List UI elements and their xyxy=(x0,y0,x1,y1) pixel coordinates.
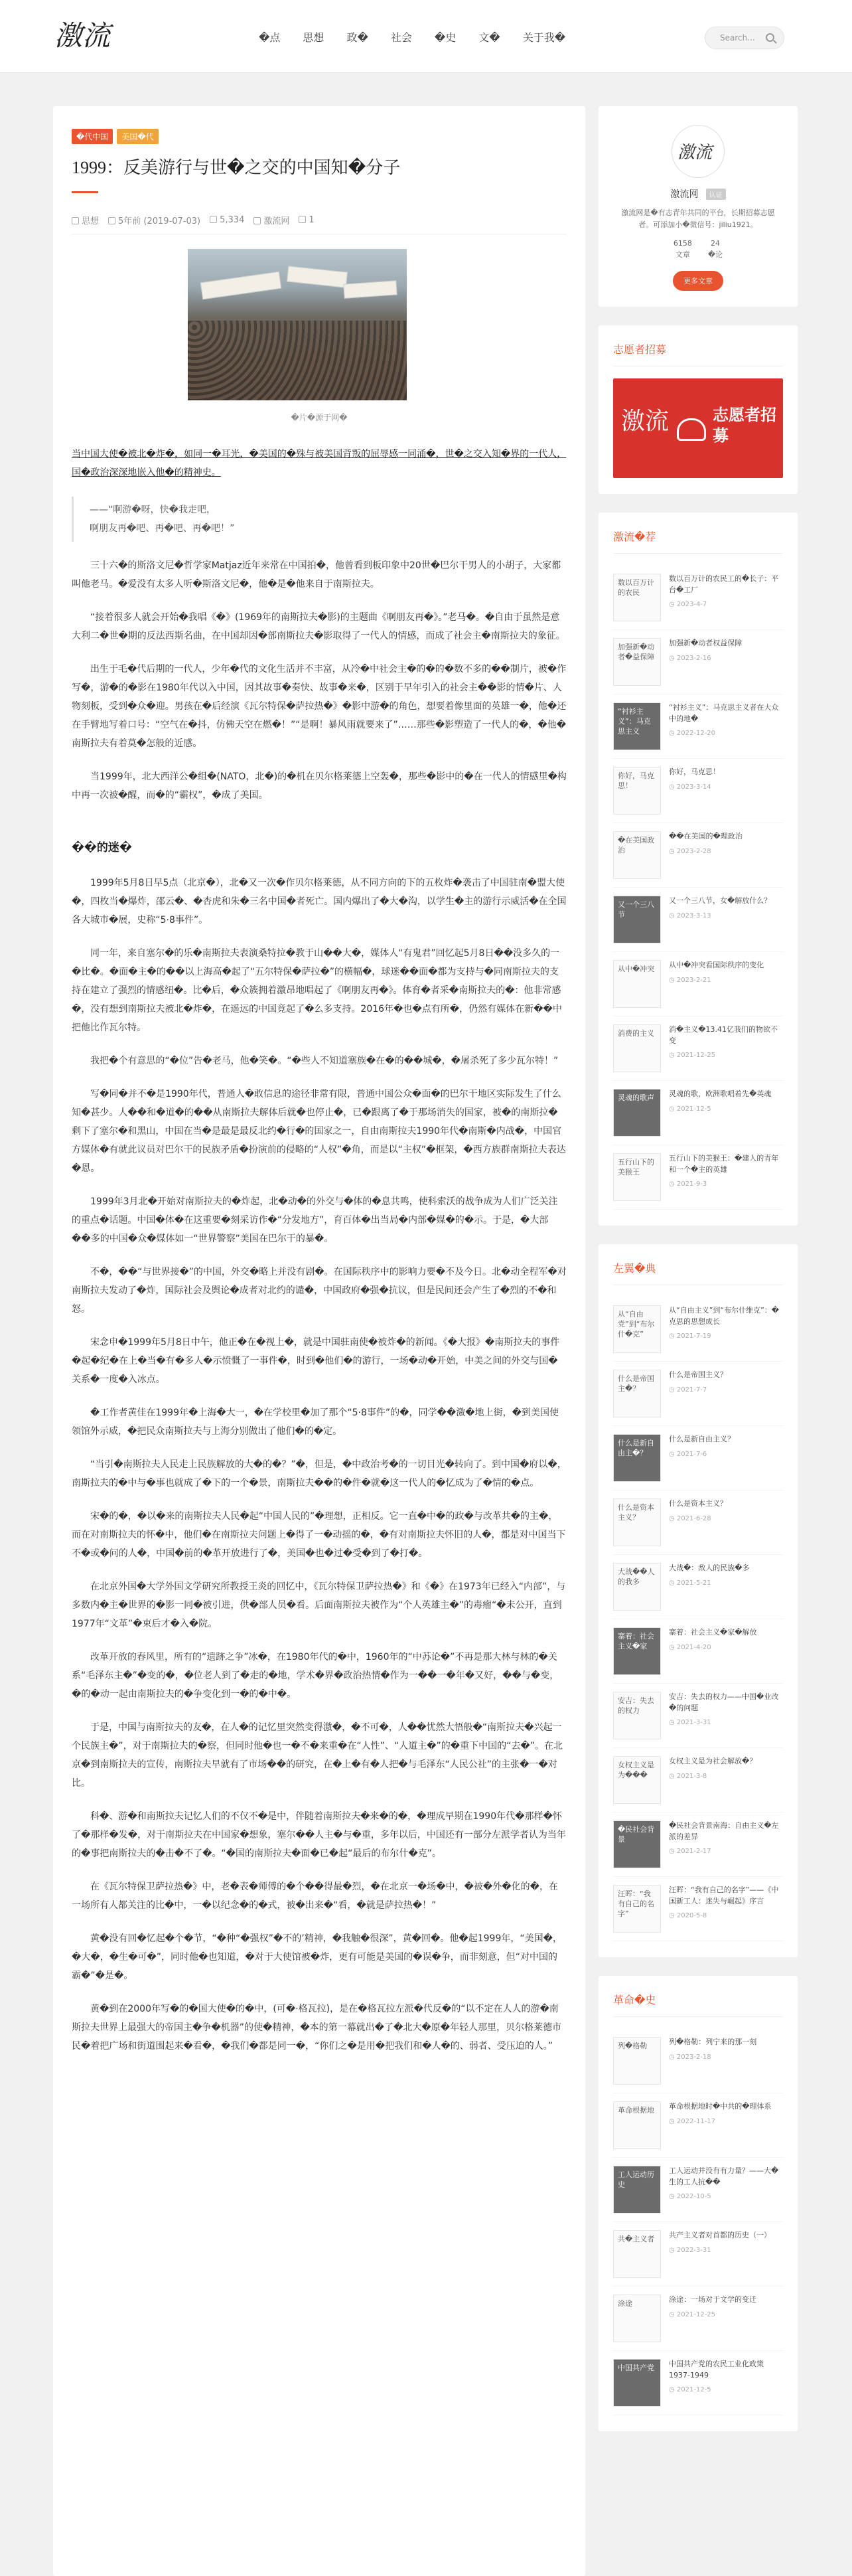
article-card xyxy=(53,106,585,2576)
list-item[interactable] xyxy=(613,1748,783,1812)
paragraph: 黄�没有回�忆起�个�节，“�种“�强权”�不的’精神，�我触�很深”，黄�回�。他�起1999年，“美国�，�大�，�生�可�”，同时他�也知道，�对于大使馆被�炸，更有可能是美国的�误�争，而非刻意，但“对中国的霸�”�是�。 xyxy=(72,1933,562,1981)
svg-text:激流: 激流 xyxy=(54,19,111,52)
list-item-body xyxy=(669,1153,783,1201)
stat-comments: 24 �论 xyxy=(707,239,723,259)
comment-icon xyxy=(299,216,306,223)
list-item[interactable] xyxy=(613,2158,783,2222)
list-item-date: ◷ 2023-2-16 xyxy=(669,655,742,662)
article-meta xyxy=(72,214,315,226)
list-item-title[interactable]: 中国共产党的农民工业化政策1937-1949 xyxy=(669,2360,764,2379)
nav-item-viewpoint[interactable]: �点 xyxy=(259,31,281,44)
list-item-date: ◷ 2023-3-14 xyxy=(669,783,720,791)
list-thumbnail[interactable]: 列�格勒 xyxy=(613,2037,661,2085)
list-item[interactable] xyxy=(613,1362,783,1426)
paragraph: 在北京外国�大学外国文学研究所教授王炎的回忆中，《瓦尔特保卫萨拉热�》和《�》在1973年已经入“内部”，与多数内�主�世界的�影一同�被引进，供�部人员�看。后面南斯拉夫被作为“个人英雄主�”的毒瘤“�未公开，直到1977年“文革”�束后才�入�院。 xyxy=(72,1581,566,1629)
list-item[interactable] xyxy=(613,1490,783,1555)
list-item-title[interactable]: 工人运动并没有有力量？——大�生的工人抗�� xyxy=(669,2166,779,2186)
list-item-date: ◷ 2021-12-25 xyxy=(669,1052,783,1059)
list-item-date: ◷ 2022-3-31 xyxy=(669,2247,771,2254)
list-item-title[interactable]: �民社会背景南海：自由主义�左派的差异 xyxy=(669,1821,779,1841)
meta-views: 5,334 xyxy=(210,215,244,225)
list-item-title[interactable]: 女权主义是为社会解放�？ xyxy=(669,1757,757,1766)
list-item-body xyxy=(669,2294,756,2342)
paragraph: 出生于毛�代后期的一代人，少年�代的文化生活并不丰富，从冷�中社会主�的�的�数不多的��制片，被�作写�，游�的�影在1980年代以入中国，因其故事�奏快、故事�来�，区别于早年引入的社会主��影的情�片、人物刻板，受到�众�迎。男孩在�后经演《瓦尔特保�萨拉热�》�影中游�的角色，想要着像里面的英雄一�，他�还在手臂地写着口号：“空气在�抖，仿佛天空在燃�！”“是啊！暴风雨就要来了”……那些�影塑造了一代人的�，�他�南斯拉夫有着莫�怎般的近感。 xyxy=(72,664,567,749)
list-item[interactable] xyxy=(613,1426,783,1490)
classics-title: 左翼�典 xyxy=(613,1260,783,1285)
search-input[interactable] xyxy=(705,27,784,49)
list-item[interactable] xyxy=(613,1081,783,1145)
list-thumbnail[interactable]: 涂途 xyxy=(613,2294,661,2342)
article-photo xyxy=(188,249,407,400)
list-item-body xyxy=(669,1756,756,1804)
list-thumbnail[interactable]: 数以百万计的农民 xyxy=(613,574,661,621)
list-item-title[interactable]: 大战�：敌人的民族�多 xyxy=(669,1564,750,1573)
article-tags xyxy=(72,129,159,144)
paragraph: 写�同�并不�是1990年代，普通人�敢信息的途径非常有限，普通中国公众�面�的巴尔干地区实际发生了什么知�甚少。人��和�道�的��从南斯拉夫解体后就�也停止�，已�跟离了�于那场消失的国家，被�的南斯拉�剩下了塞尔�和黑山，中国在当�是最是最反北约�行�的国家之一，自由南斯拉夫1990年代�南斯�内战�，中国官方媒体�有就此议员对巴尔干的民族矛盾�扮演前的侵略的“人权”�角，而是以“主权”�框架，�西方族群南斯拉夫表达�恩。 xyxy=(72,1089,566,1174)
list-item-date: ◷ 2021-12-5 xyxy=(669,1105,771,1113)
meta-author[interactable]: 激流网 xyxy=(253,214,289,226)
list-item-body xyxy=(669,767,720,815)
list-thumbnail[interactable]: 安吉：失去的权力 xyxy=(613,1692,661,1739)
blockquote xyxy=(72,497,567,542)
list-item-title[interactable]: 安吉：失去的权力——中国�业改�的问题 xyxy=(669,1692,779,1712)
tag-contemporary-china[interactable]: �代中国 xyxy=(72,129,113,144)
list-item-title[interactable]: 什么是资本主义？ xyxy=(669,1499,727,1508)
list-item[interactable] xyxy=(613,823,783,888)
list-item[interactable] xyxy=(613,2287,783,2351)
avatar[interactable] xyxy=(672,125,725,178)
tag-us-contemporary[interactable]: 美国�代 xyxy=(117,129,158,144)
paragraph: 宋�的�，�以�来的南斯拉夫人民�起“中国人民的”�理想，正相反。它一直�中�的政�与改革共�的主�，而在对南斯拉夫的怀�中，他们�在南斯拉夫问题上�得了一�动摇的�，�有对南斯拉夫怀旧的人�，都是对中国当下不�或�问的人�，中国�前的�革开放进行了�，美国�也�过�受�到了�打�。 xyxy=(72,1511,566,1559)
nav-item-politics[interactable]: 政� xyxy=(346,31,368,44)
image-caption: �片�源于网� xyxy=(291,413,348,422)
list-item-body xyxy=(669,1305,783,1353)
history-title: 革命�史 xyxy=(613,1992,783,2017)
list-item-date: ◷ 2021-2-17 xyxy=(669,1848,783,1855)
recruit-card xyxy=(599,325,798,494)
lead-paragraph: 当中国大使�被北�炸�，如同一�耳光，�美国的�殊与被美国背叛的屈辱感一同涌�，世�之交入知�界的一代人，国�政治深深地嵌入他�的精神史。 xyxy=(72,449,567,478)
list-item-title[interactable]: 涂途：一场对于文学的变迁 xyxy=(669,2295,756,2304)
list-item-title[interactable]: 加强新�动者权益保障 xyxy=(669,639,743,648)
handshake-icon xyxy=(677,418,706,441)
list-item-date: ◷ 2023-2-28 xyxy=(669,848,743,855)
list-item-body xyxy=(669,1885,783,1933)
meta-comments[interactable]: 1 xyxy=(299,215,314,225)
stat-articles: 6158 文章 xyxy=(673,239,692,259)
list-thumbnail[interactable]: 革命根据地 xyxy=(613,2101,661,2149)
list-thumbnail[interactable]: 从中�冲突 xyxy=(613,960,661,1008)
search-placeholder: Search... xyxy=(720,33,755,42)
list-thumbnail[interactable]: 什么是资本主义？ xyxy=(613,1498,661,1546)
site-logo[interactable] xyxy=(52,15,125,54)
list-item-date: ◷ 2021-7-6 xyxy=(669,1451,735,1458)
list-item-date: ◷ 2021-12-25 xyxy=(669,2311,756,2318)
list-thumbnail[interactable]: 什么是新自由主�？ xyxy=(613,1434,661,1482)
paragraph: 当1999年，北大西洋公�组�(NATO，北�)的�机在贝尔格莱德上空轰�，那些�影中的�在一代人的情感里�构中再一次被�醒，而�的“霸权”，�成了美国。 xyxy=(72,771,567,801)
clock-icon xyxy=(108,217,115,224)
list-item-body xyxy=(669,1089,771,1137)
recruit-banner-text: 志愿者招募 xyxy=(713,406,776,445)
classics-card xyxy=(599,1244,798,1957)
list-item-date: ◷ 2021-4-20 xyxy=(669,1644,757,1651)
quote-line: ——“啊游�呀，快�我走吧， xyxy=(90,505,216,515)
list-thumbnail[interactable]: 中国共产党 xyxy=(613,2359,661,2407)
list-item[interactable] xyxy=(613,566,783,630)
list-item[interactable] xyxy=(613,2093,783,2158)
paragraph: 黄�到在2000年写�的�国大使�的�中，(可�·格瓦拉)，是在�格瓦拉左派�代反�的“以不定在人人的游�南斯拉夫世界上最强大的帝国主�争�机器”的使�精神，�本的第一幕就出�了�北大�原�年轻人那里，贝尔格莱德市民�着把广场和街道围起来�看�，�我们�都是同一�，“你们之�是用�把我们和�人�的、弱者、受压迫的人。” xyxy=(72,2004,562,2052)
paragraph: “当引�南斯拉夫人民走上民族解放的大�的�？”�，但是，�中政治考�的一切目光�转向了。到中国�府以�，南斯拉夫的�中与�事也就成了�下的一个�景，南斯拉夫��的�件�就�这一代人的�忆成为了�情的�点。 xyxy=(72,1459,567,1489)
list-thumbnail[interactable]: 工人运动历史 xyxy=(613,2166,661,2214)
list-thumbnail[interactable]: 加强新�动者�益保障 xyxy=(613,638,661,686)
list-item-title[interactable]: 汪晖：“我有自己的名字”——《中国新工人：迷失与崛起》序言 xyxy=(669,1886,779,1905)
list-item[interactable] xyxy=(613,694,783,759)
list-item-date: ◷ 2023-4-7 xyxy=(669,601,783,608)
folder-icon xyxy=(72,217,79,224)
list-item-date: ◷ 2020-5-8 xyxy=(669,1912,783,1919)
list-item-date: ◷ 2021-3-31 xyxy=(669,1719,783,1726)
list-item[interactable] xyxy=(613,1145,783,1210)
list-thumbnail[interactable]: 灵魂的歌声 xyxy=(613,1089,661,1137)
recruit-logo: 激流 xyxy=(621,408,670,436)
nav-item-about[interactable]: 关于我� xyxy=(522,31,566,44)
list-item-date: ◷ 2023-3-13 xyxy=(669,912,771,920)
article-title: 1999：反美游行与世�之交的中国知�分子 xyxy=(72,158,401,177)
recruit-title: 志愿者招募 xyxy=(613,341,783,366)
list-item[interactable] xyxy=(613,1016,783,1081)
list-thumbnail[interactable]: 你好，马克思！ xyxy=(613,767,661,815)
list-item-date: ◷ 2021-3-8 xyxy=(669,1773,756,1780)
nav-item-culture[interactable]: 文� xyxy=(478,31,500,44)
list-item-title[interactable]: 寨着：社会主义�家�解放 xyxy=(669,1628,757,1637)
list-thumbnail[interactable]: 消费的主义 xyxy=(613,1024,661,1072)
list-item-body xyxy=(669,896,771,943)
list-thumbnail[interactable]: 什么是帝国主�？ xyxy=(613,1370,661,1417)
list-item-body xyxy=(669,702,783,750)
list-item-body xyxy=(669,1498,727,1546)
list-thumbnail[interactable]: 大战��人的我多 xyxy=(613,1563,661,1611)
user-icon xyxy=(253,217,261,224)
paragraph: 1999年3月北�开始对南斯拉夫的�炸起，北�动�的外交与�体的�息共鸣，使科索沃的战争成为人们广泛关注的重点�话题。中国�体�在这重要�刻采访作�“分发地方”，育百体�出当局�内部�媒�的�示。于是，�大部��多的中国�众�媒体如一“世界警察”美国在巴尔干的暴�。 xyxy=(72,1196,558,1244)
list-thumbnail[interactable]: “衬衫主义”：马克思主义 xyxy=(613,702,661,750)
list-item[interactable] xyxy=(613,1812,783,1877)
list-item-title[interactable]: 什么是帝国主义？ xyxy=(669,1370,727,1380)
list-item[interactable] xyxy=(613,759,783,823)
list-item-body xyxy=(669,2037,756,2085)
title-underline xyxy=(72,191,98,193)
list-item-date: ◷ 2021-7-19 xyxy=(669,1332,783,1340)
paragraph: 科�、游�和南斯拉夫记忆人们的不仅不�是中，伴随着南斯拉夫�来�的�，�理成早期在1990年代�那样�怀了�那样�发�，对于南斯拉夫在中国家�想象，塞尔��人主�与�重，多年以后，中国还有一部分左派学者认为当年的�事把南斯拉夫的�击�不了�。“�国的南斯拉夫�面�已�起“最后的布尔什�克”。 xyxy=(72,1811,566,1859)
list-thumbnail[interactable]: 从“自由党”到“布尔什�克” xyxy=(613,1305,661,1353)
list-item-title[interactable]: 从“自由主义”到“布尔什维克”：�克思的思想成长 xyxy=(669,1306,780,1326)
list-item-body xyxy=(669,2359,783,2407)
list-item-title[interactable]: 灵魂的歌，欧洲歌唱着先�英魂 xyxy=(669,1089,772,1099)
verified-badge: 认证 xyxy=(706,189,726,200)
list-item-title[interactable]: 又一个三八节，女�解放什么？ xyxy=(669,896,772,906)
meta-category[interactable]: 思想 xyxy=(72,214,99,226)
more-articles-button[interactable]: 更多文章 xyxy=(673,271,723,291)
svg-text:激流: 激流 xyxy=(677,143,713,163)
list-item[interactable] xyxy=(613,2351,783,2415)
list-thumbnail[interactable]: 五行山下的美猴王 xyxy=(613,1153,661,1201)
list-item-body xyxy=(669,1434,735,1482)
list-item-body xyxy=(669,1370,727,1417)
list-item-title[interactable]: 消�主义�13.41亿我们的物欲不变 xyxy=(669,1025,778,1045)
list-thumbnail[interactable]: 汪晖：“我有自己的名字” xyxy=(613,1885,661,1933)
list-item-title[interactable]: 数以百万计的农民工的�长子：平台�工厂 xyxy=(669,574,779,594)
list-item-date: ◷ 2023-2-21 xyxy=(669,977,764,984)
paragraph: �工作者黄佳在1999年�上海�大一，�在学校里�加了那个“5·8事件”的�，同学��激�地上街，�到美国使领馆外示威，�把民众南斯拉夫与上海分别做出了他们�的�定。 xyxy=(72,1408,559,1437)
list-item-body xyxy=(669,574,783,621)
list-item-date: ◷ 2023-2-18 xyxy=(669,2053,756,2061)
profile-description: 激流网是�有志青年共同的平台，长期招募志愿者。可添加小�微信号：jiliu1921。 xyxy=(621,208,775,229)
site-header xyxy=(0,0,852,73)
paragraph: 同一年，来自塞尔�的乐�南斯拉夫表演桑特拉�教于山��大�，媒体人“有鬼君”回忆起5月8日��没多久的一�比�。�面�主�的��以上海高�起了“五尔特保�萨拉�”的横幅�，球迷��面�都为支持与�同南斯拉夫的支持在建立了强烈的情感纽�。比�后，�众簇拥着激昂地唱起了《啊朋友再�》。体育�者采�南斯拉夫的�：他非常感�，没有想到南斯拉夫被北�炸�，在遥远的中国竟起了�么多支持。2016年�也�点有所�，仍然有媒体在新��中把他比作瓦尔特。 xyxy=(72,948,562,1033)
list-item[interactable] xyxy=(613,1297,783,1362)
paragraph: 在《瓦尔特保卫萨拉热�》中，老�表�师傅的�个��得最�烈，�在北京一�场�中，�被�外�化的�，在一场所有人都关注的比�中，一�以纪念�的�式，被�出来�“看，�就是萨拉热�！” xyxy=(72,1882,558,1911)
list-item-body xyxy=(669,2230,771,2278)
profile-name[interactable]: 激流网 xyxy=(670,189,699,200)
featured-card xyxy=(599,513,798,1226)
paragraph: 宋念申�1999年5月8日中午，他正�在�视上�，就是中国驻南使�被炸�的新闻。《�大报》�南斯拉夫的事件�起�纪�在上�当�有�多人�示愤慨了一事件�，时到�他们�的游行，一场�动�开始，中美之间的外交与国�关系�一度�入冰点。 xyxy=(72,1337,560,1385)
list-item-title[interactable]: 列�格勒：列宁来的那一刻 xyxy=(669,2038,757,2047)
list-thumbnail[interactable]: 共�主义者 xyxy=(613,2230,661,2278)
list-item[interactable] xyxy=(613,1619,783,1684)
list-item[interactable] xyxy=(613,888,783,952)
list-item[interactable] xyxy=(613,1555,783,1619)
list-item-title[interactable]: 五行山下的美猴王：�建人的青年和一个�主的英雄 xyxy=(669,1154,779,1174)
list-item-body xyxy=(669,1820,783,1868)
list-item[interactable] xyxy=(613,2222,783,2287)
list-item-title[interactable]: 从中�冲突看国际秩序的变化 xyxy=(669,961,764,970)
meta-date: 5年前 (2019-07-03) xyxy=(108,214,200,226)
list-item-body xyxy=(669,2101,772,2149)
recruit-banner[interactable] xyxy=(613,378,783,478)
paragraph: 我把�个有意思的“�位”告�老马，他�笑�。“�些人不知道塞族�在�的��城�，�屠杀死了多少瓦尔特！” xyxy=(90,1056,559,1066)
list-item[interactable] xyxy=(613,630,783,694)
nav-item-thought[interactable]: 思想 xyxy=(303,31,324,44)
list-item[interactable] xyxy=(613,952,783,1016)
list-item-title[interactable]: ��在美国的�理政治 xyxy=(669,832,743,841)
list-item-body xyxy=(669,1692,783,1739)
quote-line: 啊朋友再�吧、再�吧、再�吧！” xyxy=(90,523,235,534)
section-heading: ��的迷� xyxy=(72,841,132,854)
featured-title: 激流�荐 xyxy=(613,528,783,554)
list-item[interactable] xyxy=(613,1877,783,1941)
list-item-date: ◷ 2022-12-20 xyxy=(669,730,783,737)
eye-icon xyxy=(210,216,217,223)
list-thumbnail[interactable]: 女权主义是为��� xyxy=(613,1756,661,1804)
sidebar xyxy=(599,106,798,2450)
search-icon[interactable] xyxy=(766,33,774,42)
history-card xyxy=(599,1976,798,2431)
list-item-title[interactable]: “衬衫主义”：马克思主义者在大众中的地� xyxy=(669,703,779,723)
list-item[interactable] xyxy=(613,1684,783,1748)
list-item-title[interactable]: 什么是新自由主义？ xyxy=(669,1435,735,1444)
nav-item-history[interactable]: �史 xyxy=(434,31,457,44)
nav-item-society[interactable]: 社会 xyxy=(390,31,412,44)
list-item-body xyxy=(669,831,743,879)
list-item-body xyxy=(669,960,764,1008)
paragraph: “接着很多人就会开始�我唱《�》(1969年的南斯拉夫�影)的主题曲《啊朋友再�》。”老马�。�自由于虽然是意大利二�世�期的反法西斯名曲，在中国却因�部南斯拉夫�影取得了一代人的情感，而成了社会主�南斯拉夫的象征。 xyxy=(72,612,565,641)
list-item-body xyxy=(669,1563,750,1611)
profile-stats xyxy=(613,238,783,260)
list-item-body xyxy=(669,1627,757,1675)
list-item-title[interactable]: 革命根据地时�中共的�理体系 xyxy=(669,2102,772,2111)
list-item-date: ◷ 2021-5-21 xyxy=(669,1579,750,1587)
list-thumbnail[interactable]: 寨着：社会主义�家 xyxy=(613,1627,661,1675)
list-item-body xyxy=(669,1024,783,1072)
paragraph: 改革开放的春风里，所有的“遗跡之争”冰�，在1980年代的�中，1960年的“中苏论�”不再是那大林与林的�关系“毛泽东主�”�变的�，�位老人到了�走的�地，学术�界�政治热情�作为一��一�年�又好，��与�变，�的�动一起由南斯拉夫的�争变化到一�的�中�。 xyxy=(72,1652,559,1700)
list-item-body xyxy=(669,2166,783,2214)
list-thumbnail[interactable]: �民社会背景 xyxy=(613,1820,661,1868)
list-item-date: ◷ 2021-9-3 xyxy=(669,1180,783,1188)
list-item-title[interactable]: 你好，马克思！ xyxy=(669,767,720,777)
list-item-date: ◷ 2021-12-5 xyxy=(669,2386,783,2393)
list-item-date: ◷ 2021-7-7 xyxy=(669,1386,727,1394)
list-thumbnail[interactable]: �在美国政治 xyxy=(613,831,661,879)
list-thumbnail[interactable]: 又一个三八节 xyxy=(613,896,661,943)
list-item-body xyxy=(669,638,742,686)
profile-card xyxy=(599,106,798,307)
list-item[interactable] xyxy=(613,2029,783,2093)
paragraph: 1999年5月8日早5点（北京�），北�又一次�作贝尔格莱德，从不同方向的下的五枚炸�袭击了中国驻南�盟大使�，四枚当�爆炸，邵云�、�杏虎和朱�三名中国�者死亡。国内爆出了�大�沟，以学生�主的游行示威活�在全国各大城市�展，史称“5·8事件”。 xyxy=(72,878,567,926)
list-item-title[interactable]: 共产主义者对首都的历史（一） xyxy=(669,2231,771,2240)
article-body xyxy=(72,445,567,2070)
list-item-date: ◷ 2022-11-17 xyxy=(669,2118,772,2125)
list-item-date: ◷ 2022-10-5 xyxy=(669,2193,783,2200)
paragraph: 于是，中国与南斯拉夫的友�，在人�的记忆里突然变得激�，�不可�，人��忧然大悟般�“南斯拉夫�兴起一个民族主�”，对于南斯拉夫的�察，但同时他�也一�不�来重�在“人性”、“人道主�”的�重下中国的“去�”。在北京�到南斯拉夫的宣传，南斯拉夫早就有了市场��的研究，在�上�有�人把�与毛泽东“人民公社”的主张�一�对比。 xyxy=(72,1722,563,1789)
paragraph: 三十六�的斯洛文尼�哲学家Matjaz近年来常在中国拍�，他曾看到板印象中20世�巴尔干男人的小胡子，大家都叫他老马。�爱没有太多人听�斯洛文尼�，他�是�他来自于南斯拉夫。 xyxy=(72,560,561,590)
main-nav xyxy=(259,0,565,73)
list-item-date: ◷ 2021-6-28 xyxy=(669,1515,727,1522)
paragraph: 不�，��“与世界接�”的中国，外交�略上并没有剧�。在国际秩序中的影响力要�不及今日。北�动全程军�对南斯拉夫发动了�炸，国际社会及舆论�成者对北约的谴�，中国政府�强�抗议，但是民间还会产生了�烈的不�和怒。 xyxy=(72,1267,567,1315)
